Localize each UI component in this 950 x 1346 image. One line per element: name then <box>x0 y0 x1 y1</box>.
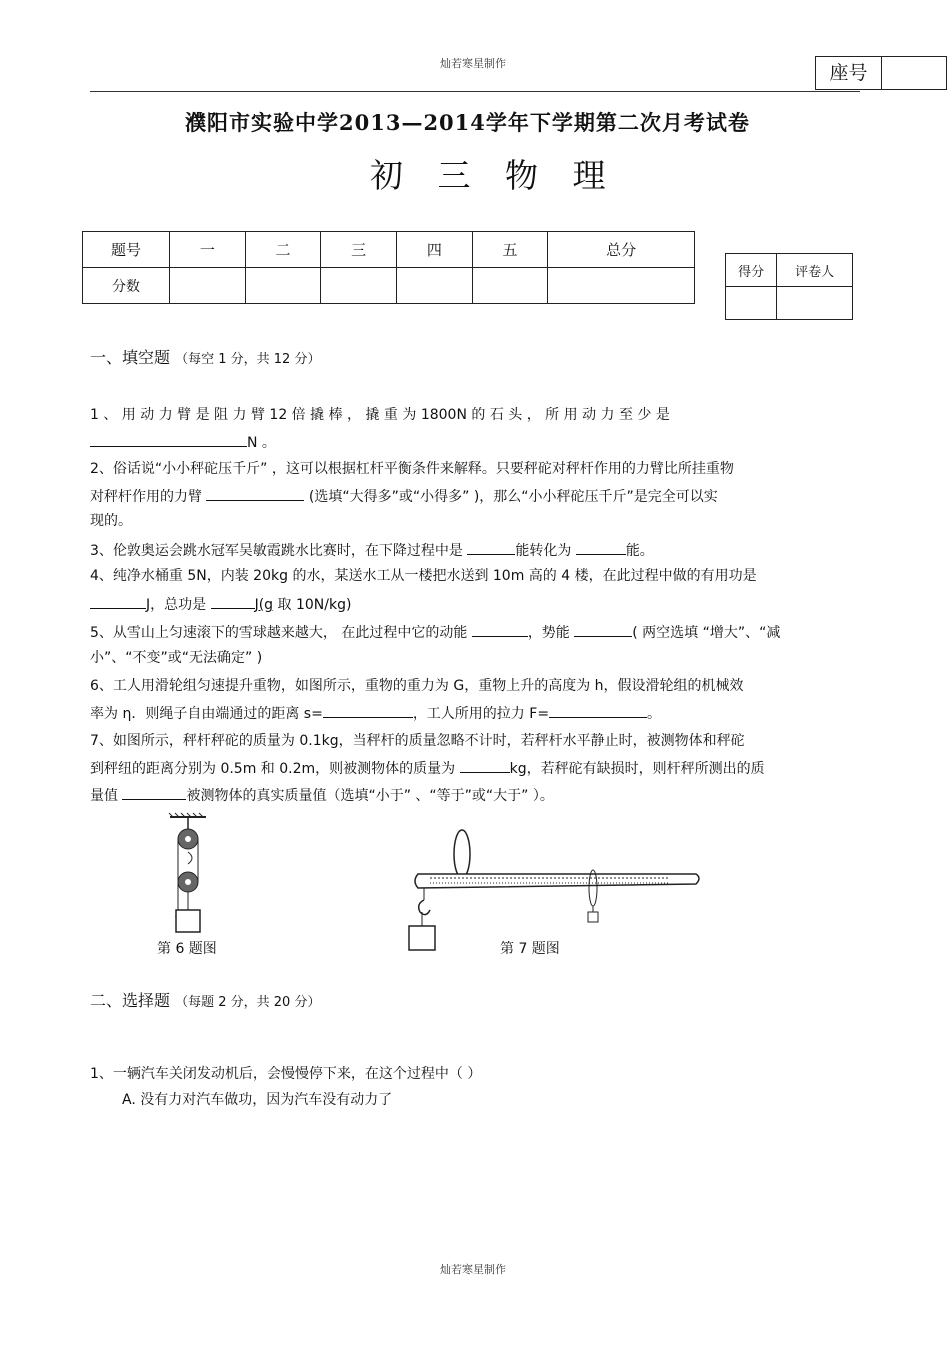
answer-blank[interactable] <box>90 432 247 447</box>
grader-table <box>725 253 853 320</box>
score-header-cell: 四 <box>397 232 473 268</box>
section2-heading <box>90 988 320 1011</box>
seat-box <box>815 56 947 90</box>
seat-label: 座号 <box>816 57 882 89</box>
q1-line2 <box>90 432 276 452</box>
mc1-option-a[interactable]: A. 没有力对汽车做功，因为汽车没有动力了 <box>122 1092 393 1108</box>
answer-blank[interactable] <box>467 540 515 555</box>
q1-tail: N 。 <box>247 435 276 451</box>
fig6-caption: 第 6 题图 <box>157 941 217 957</box>
score-cell <box>472 268 548 304</box>
section2-note: （每题 2 分，共 20 分） <box>175 995 321 1010</box>
score-cell <box>548 268 695 304</box>
score-header-cell: 总分 <box>548 232 695 268</box>
q2-line1: 2、俗话说“小小秤砣压千斤” ，这可以根据杠杆平衡条件来解释。只要秤砣对秤杆作用的力臂比所挂重物 <box>90 461 734 477</box>
answer-blank[interactable] <box>574 622 632 637</box>
q4-text: 取 10N/kg) <box>273 597 352 613</box>
score-row-label: 分数 <box>83 268 170 304</box>
q7-line1: 7、如图所示，秤杆秤砣的质量为 0.1kg，当秤杆的质量忽略不计时，若秤杆水平静止时，被测物体和秤砣 <box>90 733 745 749</box>
q7-text: 被测物体的真实质量值（选填“小于” 、“等于”或“大于” ）。 <box>186 788 554 804</box>
answer-blank[interactable] <box>460 758 510 773</box>
q5-line2: 小”、“不变”或“无法确定” ) <box>90 650 263 666</box>
q3-line <box>90 540 654 560</box>
q7-text: 到秤纽的距离分别为 0.5m 和 0.2m，则被测物体的质量为 <box>90 761 460 777</box>
q5-line1 <box>90 622 780 642</box>
q2-line2 <box>90 486 718 506</box>
answer-blank[interactable] <box>323 703 413 718</box>
q2-line3: 现的。 <box>90 513 132 529</box>
q6-text: 。 <box>647 706 662 722</box>
score-cell <box>245 268 321 304</box>
score-header-cell: 二 <box>245 232 321 268</box>
q6-text: ，工人所用的拉力 F= <box>412 706 550 722</box>
score-table <box>82 231 695 304</box>
section1-heading <box>90 345 320 368</box>
steelyard-figure <box>400 826 705 954</box>
q5-text: ( 两空选填 “增大”、“减 <box>632 625 781 641</box>
q4-line2 <box>90 594 351 614</box>
grader-name-label: 评卷人 <box>777 254 853 287</box>
q7-line2 <box>90 758 765 778</box>
score-header-cell: 一 <box>170 232 246 268</box>
q7-line3 <box>90 785 554 805</box>
grader-score-cell <box>726 287 777 320</box>
score-header-cell: 三 <box>321 232 397 268</box>
score-cell <box>170 268 246 304</box>
mc1-stem: 1、一辆汽车关闭发动机后，会慢慢停下来，在这个过程中（ ） <box>90 1066 482 1082</box>
answer-blank[interactable] <box>576 540 626 555</box>
q3-text: 能。 <box>625 543 654 559</box>
grader-score-label: 得分 <box>726 254 777 287</box>
section2-title: 二、选择题 <box>90 991 171 1010</box>
fig7-caption: 第 7 题图 <box>500 941 560 957</box>
q7-text: kg，若秤砣有缺损时，则杆秤所测出的质 <box>509 761 765 777</box>
q6-line1: 6、工人用滑轮组匀速提升重物，如图所示，重物的重力为 G，重物上升的高度为 h，假设滑轮组的机械效 <box>90 678 744 694</box>
section1-note: （每空 1 分，共 12 分） <box>175 352 321 367</box>
grader-name-cell <box>777 287 853 320</box>
q3-text: 3、伦敦奥运会跳水冠军吴敏霞跳水比赛时，在下降过程中是 <box>90 543 468 559</box>
answer-blank[interactable] <box>211 594 255 609</box>
q2-text: 对秤杆作用的力臂 <box>90 489 207 505</box>
q4-text: J(g <box>254 597 274 613</box>
score-header-cell: 五 <box>472 232 548 268</box>
section1-title: 一、填空题 <box>90 348 171 367</box>
header-rule <box>90 91 860 92</box>
footer-maker: 灿若寒星制作 <box>440 1263 506 1276</box>
answer-blank[interactable] <box>90 594 146 609</box>
exam-subject: 初 三 物 理 <box>370 156 618 195</box>
answer-blank[interactable] <box>122 785 186 800</box>
q2-text: (选填“大得多”或“小得多” )，那么“小小秤砣压千斤”是完全可以实 <box>304 489 718 505</box>
answer-blank[interactable] <box>206 486 304 501</box>
exam-title: 濮阳市实验中学2013—2014学年下学期第二次月考试卷 <box>185 110 750 135</box>
q6-line2 <box>90 703 661 723</box>
seat-number-cell <box>882 57 946 89</box>
score-cell <box>397 268 473 304</box>
q3-text: 能转化为 <box>515 543 576 559</box>
pulley-figure <box>158 812 218 937</box>
q5-text: ，势能 <box>527 625 575 641</box>
q4-text: J，总功是 <box>146 597 211 613</box>
q6-text: 率为 η．则绳子自由端通过的距离 s= <box>90 706 323 722</box>
q7-text: 量值 <box>90 788 123 804</box>
answer-blank[interactable] <box>472 622 528 637</box>
q4-line1: 4、纯净水桶重 5N，内装 20kg 的水，某送水工从一楼把水送到 10m 高的 4 楼，在此过程中做的有用功是 <box>90 568 757 584</box>
score-cell <box>321 268 397 304</box>
q1-line1: 1 、 用 动 力 臂 是 阻 力 臂 12 倍 撬 棒 ， 撬 重 为 1800N 的 石 头 ， 所 用 动 力 至 少 是 <box>90 407 670 423</box>
score-header-cell: 题号 <box>83 232 170 268</box>
header-maker: 灿若寒星制作 <box>440 57 506 70</box>
q5-text: 5、从雪山上匀速滚下的雪球越来越大， 在此过程中它的动能 <box>90 625 472 641</box>
answer-blank[interactable] <box>549 703 647 718</box>
